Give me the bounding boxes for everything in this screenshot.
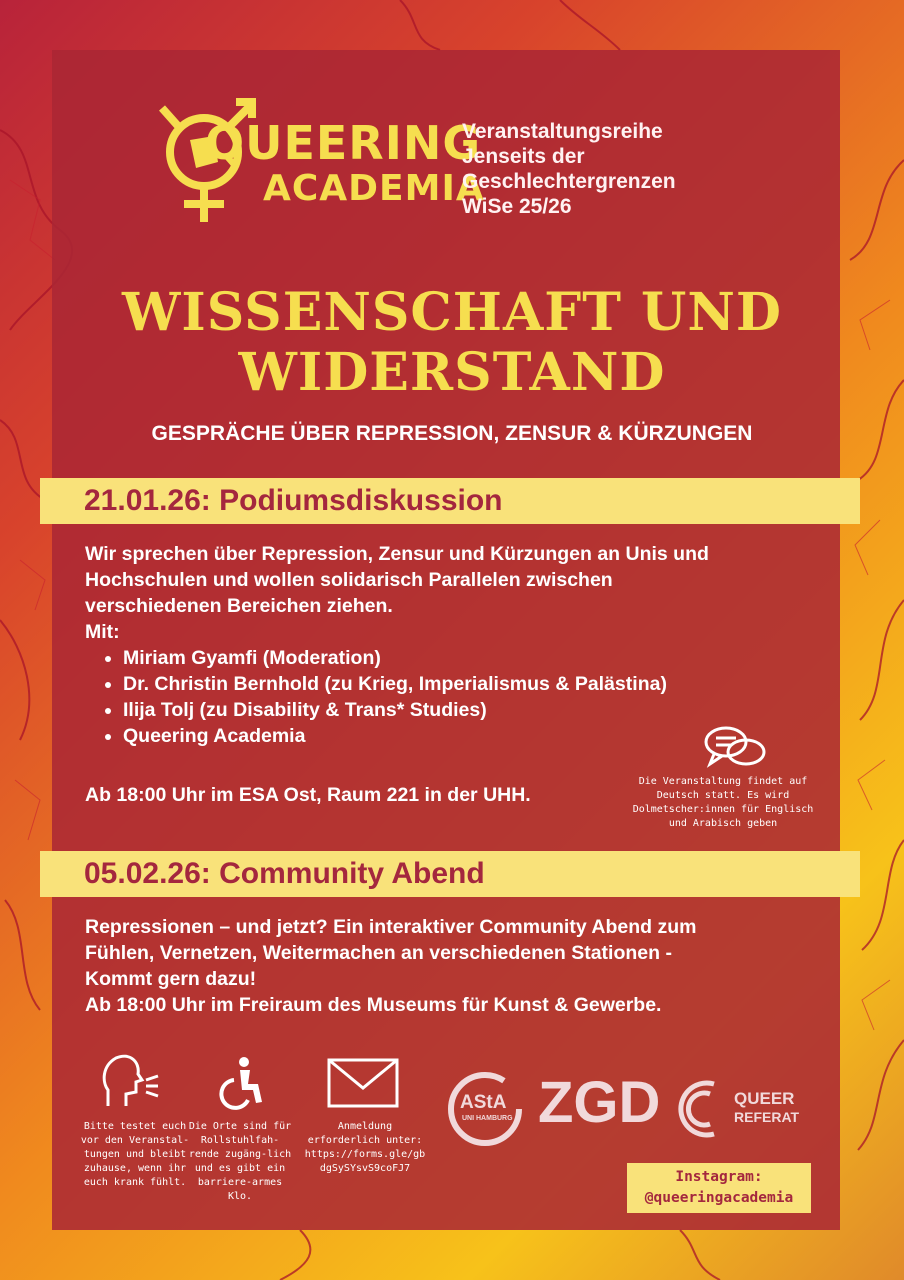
registration-link[interactable]: https://forms.gle/gb <box>304 1149 426 1160</box>
event-2-description-line: Ab 18:00 Uhr im Freiraum des Museums für Kunst & Gewerbe. <box>85 994 662 1016</box>
speaker-item: • Queering Academia <box>123 723 709 749</box>
event-1-location: Ab 18:00 Uhr im ESA Ost, Raum 221 in der UHH. <box>85 784 531 806</box>
asta-logo-subtext: UNI HAMBURG <box>462 1115 513 1122</box>
accessibility-note <box>180 1120 300 1204</box>
logo-wordmark <box>205 118 485 210</box>
registration-note-line: Anmeldung <box>337 1121 393 1132</box>
instagram-label: Instagram: <box>675 1169 763 1185</box>
accessibility-note-line: Die Orte sind für <box>188 1121 292 1132</box>
event-2-description-line: Repressionen – und jetzt? Ein interaktiver Community Abend zum <box>85 916 697 938</box>
instagram-handle[interactable]: @queeringacademia <box>644 1190 794 1206</box>
asta-logo-text: AStA <box>460 1092 507 1113</box>
title-line-2: WIDERSTAND <box>238 342 666 403</box>
health-note-line: zuhause, wenn ihr <box>83 1163 187 1174</box>
accessibility-note-line: Rollstuhlfah- <box>200 1135 280 1146</box>
registration-note-line: erforderlich unter: <box>307 1135 423 1146</box>
series-line: Jenseits der <box>462 145 585 168</box>
envelope-icon <box>327 1058 399 1108</box>
accessibility-note-line: barriere-armes <box>197 1177 283 1188</box>
logo-line-2: ACADEMIA <box>263 168 485 209</box>
speaker-item: • Dr. Christin Bernhold (zu Krieg, Imperialismus & Palästina) <box>123 671 709 697</box>
registration-note <box>300 1120 430 1176</box>
event-2-banner <box>40 851 860 897</box>
coughing-person-icon <box>98 1052 162 1110</box>
event-2-heading: 05.02.26: Community Abend <box>84 857 485 890</box>
wheelchair-icon <box>214 1056 268 1110</box>
speaker-list <box>85 645 709 749</box>
series-line: WiSe 25/26 <box>462 195 572 218</box>
page-subtitle: GESPRÄCHE ÜBER REPRESSION, ZENSUR & KÜRZUNGEN <box>151 422 753 445</box>
queer-referat-line-2: REFERAT <box>734 1109 800 1125</box>
event-2-description-line: Kommt gern dazu! <box>85 968 257 990</box>
event-2-body <box>85 914 696 1018</box>
queer-referat-logo-text <box>734 1090 799 1126</box>
logo-line-1: QUEERING <box>205 116 482 170</box>
language-note-line: und Arabisch geben <box>668 818 778 829</box>
queer-referat-line-1: QUEER <box>734 1089 795 1108</box>
language-note <box>612 775 834 831</box>
title-line-1: WISSENSCHAFT UND <box>122 282 782 343</box>
page-title <box>60 283 844 403</box>
health-note-line: vor den Veranstal- <box>80 1135 190 1146</box>
registration-link[interactable]: dgSySYsvS9coFJ7 <box>319 1163 411 1174</box>
accessibility-note-line: und es gibt ein <box>194 1163 286 1174</box>
language-note-line: Deutsch statt. Es wird <box>656 790 790 801</box>
health-note-line: tungen und bleibt <box>83 1149 187 1160</box>
series-info <box>462 119 676 219</box>
speaker-item: • Miriam Gyamfi (Moderation) <box>123 645 709 671</box>
event-1-body <box>85 541 709 749</box>
event-1-heading: 21.01.26: Podiumsdiskussion <box>84 484 503 517</box>
speaker-item: • Ilija Tolj (zu Disability & Trans* Studies) <box>123 697 709 723</box>
event-1-banner <box>40 478 860 524</box>
health-note-line: Bitte testet euch <box>83 1121 187 1132</box>
queer-referat-logo-icon <box>674 1076 730 1142</box>
event-1-description-line: verschiedenen Bereichen ziehen. <box>85 595 393 617</box>
chat-bubbles-icon <box>702 724 768 772</box>
accessibility-note-line: Klo. <box>227 1191 253 1202</box>
accessibility-note-line: rende zugäng-lich <box>188 1149 292 1160</box>
with-label: Mit: <box>85 621 120 643</box>
instagram-box[interactable] <box>627 1163 811 1213</box>
zgd-logo: ZGD <box>538 1070 661 1135</box>
language-note-line: Die Veranstaltung findet auf <box>638 776 808 787</box>
series-line: Veranstaltungsreihe <box>462 120 663 143</box>
event-1-description-line: Hochschulen und wollen solidarisch Parallelen zwischen <box>85 569 613 591</box>
language-note-line: Dolmetscher:innen für Englisch <box>632 804 814 815</box>
health-note-line: euch krank fühlt. <box>83 1177 187 1188</box>
series-line: Geschlechtergrenzen <box>462 170 676 193</box>
event-2-description-line: Fühlen, Vernetzen, Weitermachen an verschiedenen Stationen - <box>85 942 672 964</box>
event-1-description-line: Wir sprechen über Repression, Zensur und Kürzungen an Unis und <box>85 543 709 565</box>
